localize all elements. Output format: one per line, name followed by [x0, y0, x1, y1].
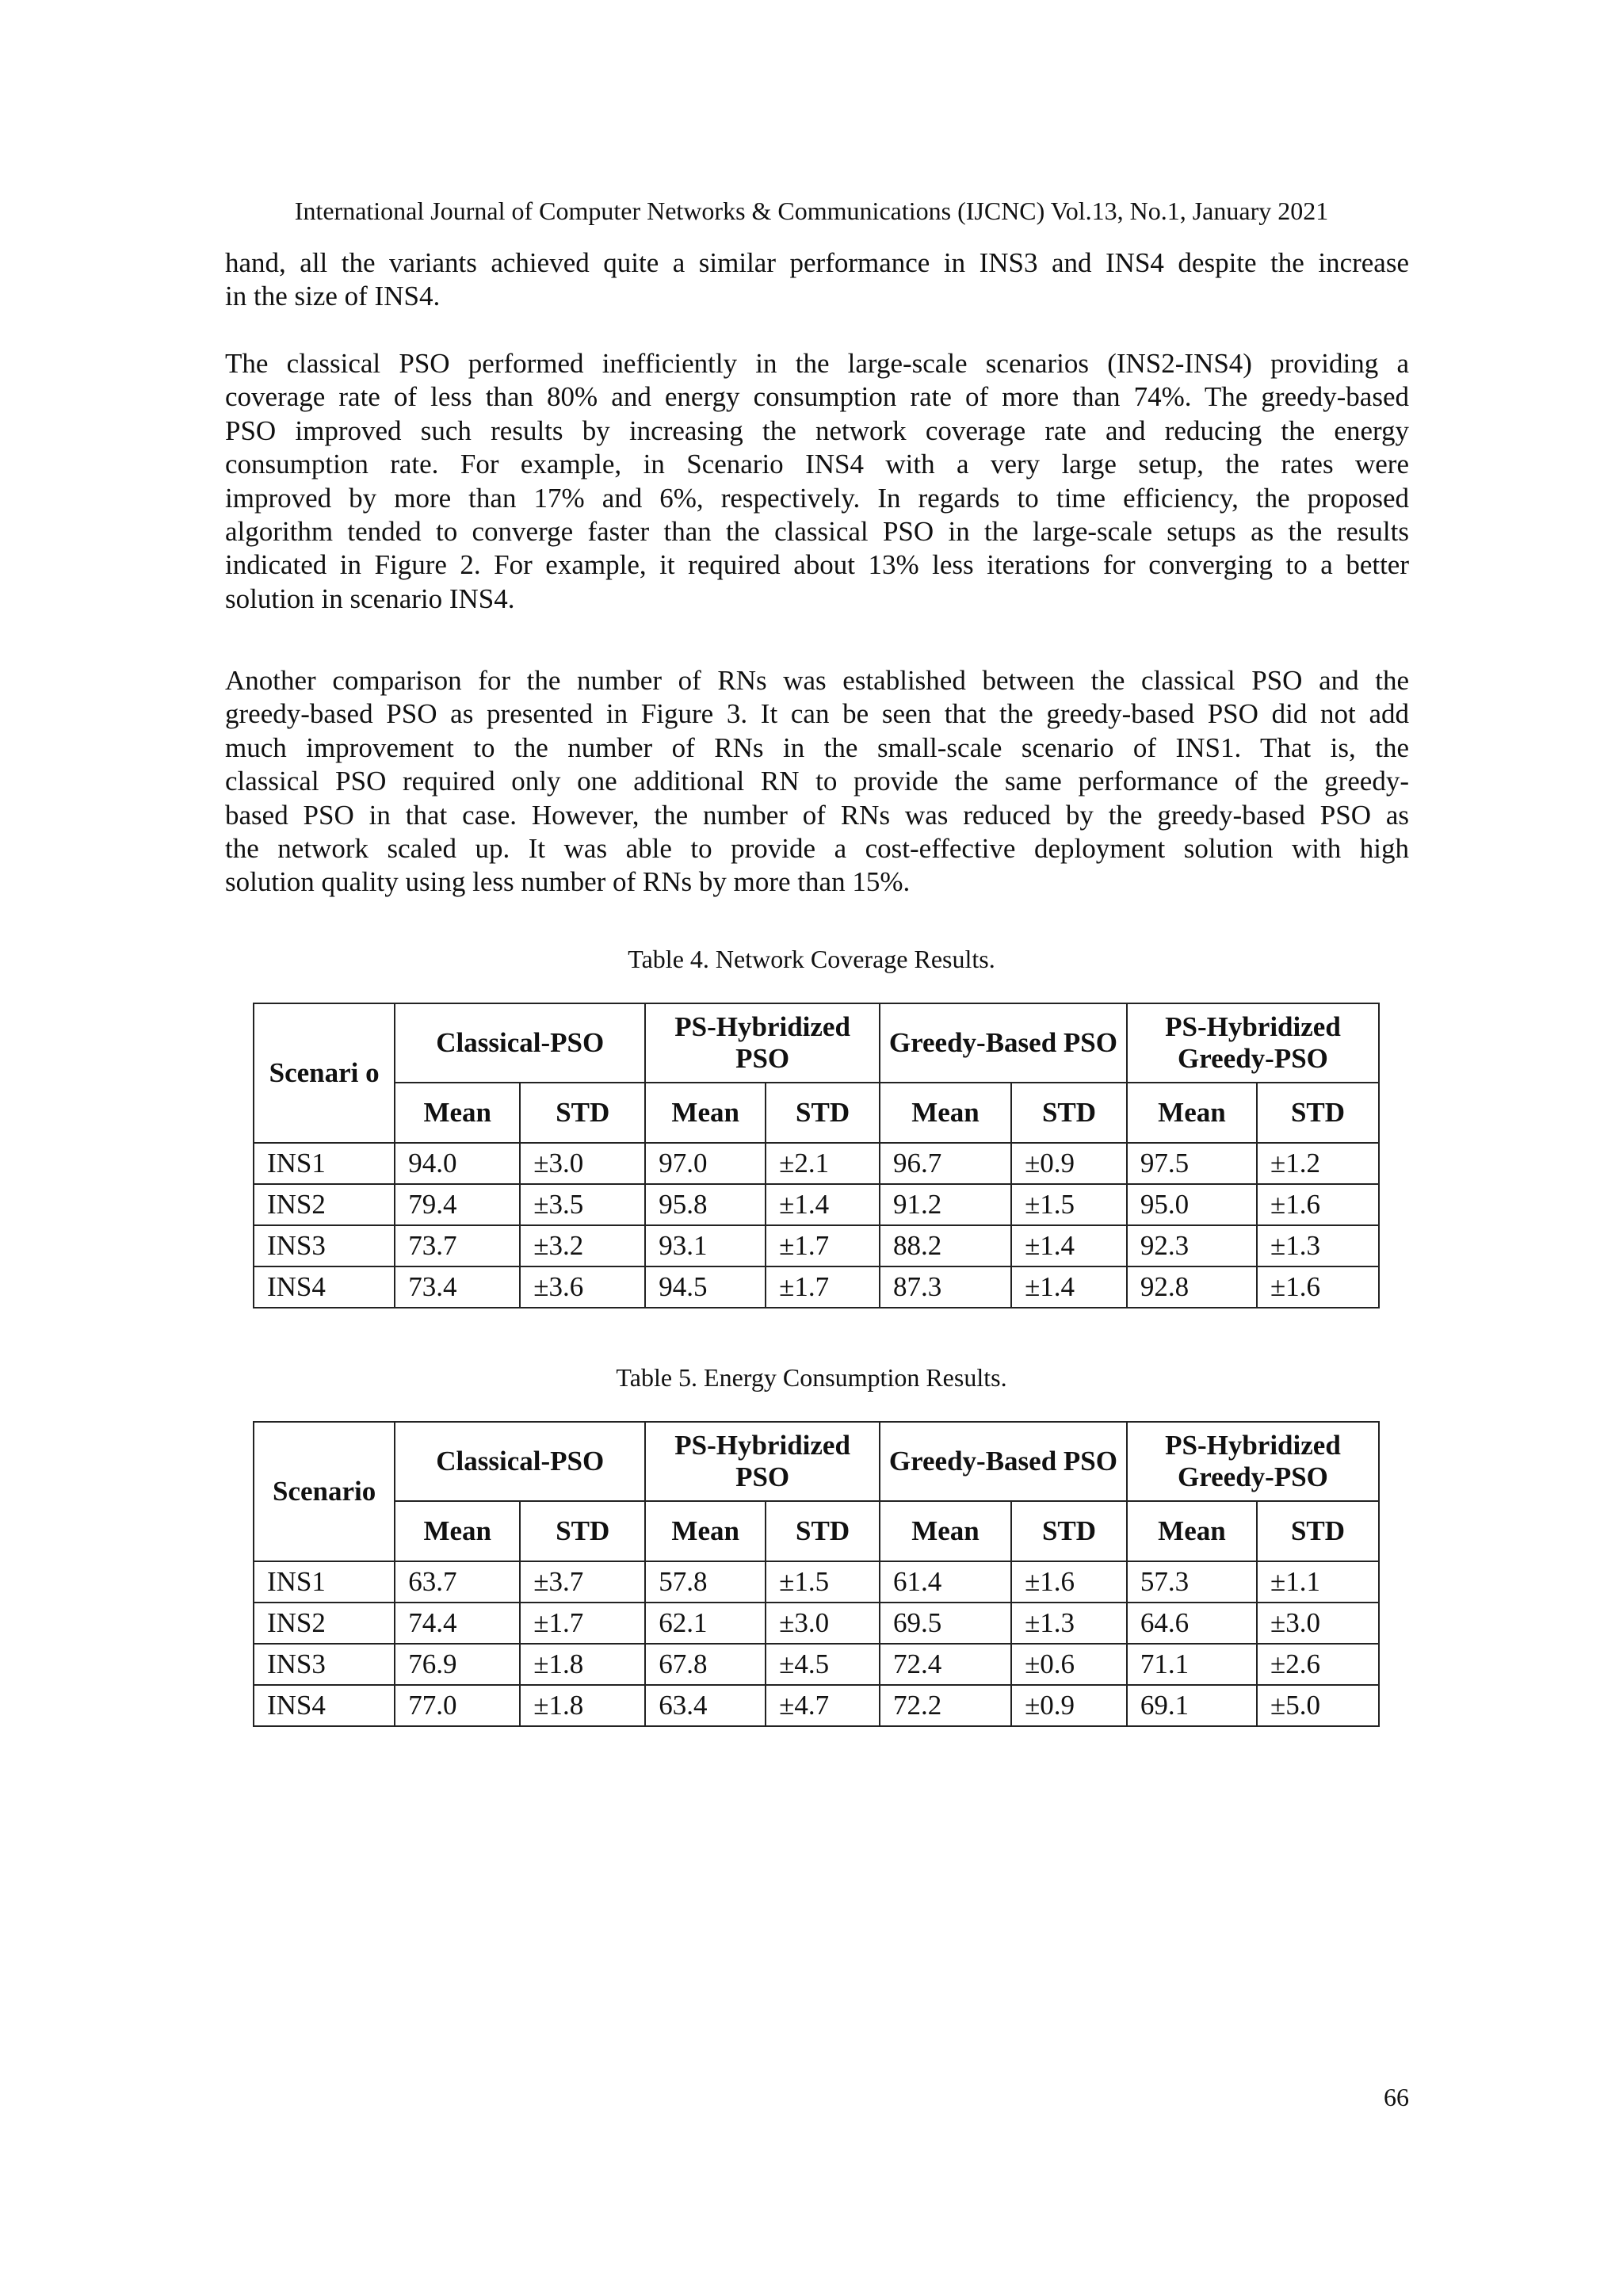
- paragraph-line: PSO improved such results by increasing the network coverage rate and reducing the energy: [225, 415, 1409, 446]
- table-cell: 63.7: [395, 1561, 520, 1603]
- table-cell: ±1.6: [1011, 1561, 1127, 1603]
- table-cell: 95.0: [1127, 1184, 1257, 1225]
- table-cell: 57.8: [645, 1561, 766, 1603]
- table-cell: 94.5: [645, 1266, 766, 1308]
- mean-header: Mean: [1127, 1083, 1257, 1143]
- paragraph-1: [225, 246, 1409, 314]
- table-cell: ±1.4: [1011, 1266, 1127, 1308]
- table-cell: ±3.0: [520, 1143, 645, 1184]
- table-cell: 61.4: [880, 1561, 1011, 1603]
- table-row: [254, 1603, 1379, 1644]
- table-cell: 76.9: [395, 1644, 520, 1685]
- table-cell: INS1: [254, 1561, 395, 1603]
- table-cell: ±2.1: [766, 1143, 880, 1184]
- page-number: 66: [1384, 2083, 1409, 2111]
- paragraph-line: solution in scenario INS4.: [225, 583, 515, 614]
- table-cell: ±3.0: [766, 1603, 880, 1644]
- table-cell: ±0.9: [1011, 1685, 1127, 1726]
- table-cell: ±3.6: [520, 1266, 645, 1308]
- table-cell: ±3.7: [520, 1561, 645, 1603]
- table-header-row: [254, 1422, 1379, 1501]
- std-header: STD: [520, 1501, 645, 1561]
- mean-header: Mean: [395, 1501, 520, 1561]
- table-cell: 72.2: [880, 1685, 1011, 1726]
- paragraph-line: Another comparison for the number of RNs was established between the classical PSO and the: [225, 665, 1409, 696]
- table-cell: 97.5: [1127, 1143, 1257, 1184]
- table-cell: ±0.6: [1011, 1644, 1127, 1685]
- std-header: STD: [766, 1083, 880, 1143]
- table-cell: 63.4: [645, 1685, 766, 1726]
- table-cell: ±2.6: [1257, 1644, 1379, 1685]
- table-cell: INS1: [254, 1143, 395, 1184]
- table-row: [254, 1184, 1379, 1225]
- table-cell: 64.6: [1127, 1603, 1257, 1644]
- mean-header: Mean: [1127, 1501, 1257, 1561]
- table-cell: ±3.2: [520, 1225, 645, 1266]
- mean-header: Mean: [645, 1083, 766, 1143]
- std-header: STD: [1257, 1501, 1379, 1561]
- table-row: [254, 1685, 1379, 1726]
- table-cell: ±3.0: [1257, 1603, 1379, 1644]
- table-cell: 92.3: [1127, 1225, 1257, 1266]
- paragraph-line: The classical PSO performed inefficiently in the large-scale scenarios (INS2-INS4) providing a: [225, 348, 1409, 379]
- table-cell: ±1.5: [1011, 1184, 1127, 1225]
- table-cell: INS2: [254, 1603, 395, 1644]
- paragraph-line: solution quality using less number of RNs by more than 15%.: [225, 866, 911, 898]
- table-cell: 62.1: [645, 1603, 766, 1644]
- table-5-caption: Table 5. Energy Consumption Results.: [616, 1363, 1007, 1392]
- table-network-coverage: [253, 1003, 1380, 1308]
- table-row: [254, 1561, 1379, 1603]
- table-row: [254, 1143, 1379, 1184]
- mean-header: Mean: [880, 1083, 1011, 1143]
- group-header: Greedy-Based PSO: [880, 1422, 1127, 1501]
- table-subheader-row: [254, 1501, 1379, 1561]
- table-row: [254, 1225, 1379, 1266]
- table-cell: ±1.7: [766, 1266, 880, 1308]
- table-cell: 69.1: [1127, 1685, 1257, 1726]
- table-4-caption: Table 4. Network Coverage Results.: [628, 945, 995, 973]
- group-header: PS-Hybridized Greedy-PSO: [1127, 1422, 1379, 1501]
- paragraph-line: based PSO in that case. However, the number of RNs was reduced by the greedy-based PSO as: [225, 799, 1409, 831]
- table-cell: 95.8: [645, 1184, 766, 1225]
- mean-header: Mean: [395, 1083, 520, 1143]
- mean-header: Mean: [880, 1501, 1011, 1561]
- paragraph-line: greedy-based PSO as presented in Figure 3. It can be seen that the greedy-based PSO did not add: [225, 698, 1409, 730]
- table-cell: ±1.5: [766, 1561, 880, 1603]
- table-cell: 67.8: [645, 1644, 766, 1685]
- table-cell: ±1.3: [1011, 1603, 1127, 1644]
- table-cell: INS4: [254, 1685, 395, 1726]
- std-header: STD: [1011, 1501, 1127, 1561]
- table-cell: 57.3: [1127, 1561, 1257, 1603]
- table-cell: ±1.8: [520, 1685, 645, 1726]
- paragraph-line: consumption rate. For example, in Scenario INS4 with a very large setup, the rates were: [225, 449, 1409, 480]
- journal-header: International Journal of Computer Networks & Communications (IJCNC) Vol.13, No.1, January 2021: [294, 197, 1329, 225]
- table-row: [254, 1644, 1379, 1685]
- paragraph-line: in the size of INS4.: [225, 281, 441, 312]
- table-cell: 88.2: [880, 1225, 1011, 1266]
- paragraph-line: hand, all the variants achieved quite a similar performance in INS3 and INS4 despite the increase: [225, 247, 1409, 278]
- table-cell: INS3: [254, 1225, 395, 1266]
- table-row: [254, 1266, 1379, 1308]
- paragraph-line: much improvement to the number of RNs in the small-scale scenario of INS1. That is, the: [225, 732, 1409, 763]
- std-header: STD: [1257, 1083, 1379, 1143]
- table-cell: 91.2: [880, 1184, 1011, 1225]
- table-cell: 73.4: [395, 1266, 520, 1308]
- table-cell: 74.4: [395, 1603, 520, 1644]
- std-header: STD: [766, 1501, 880, 1561]
- table-cell: ±1.2: [1257, 1143, 1379, 1184]
- table-subheader-row: [254, 1083, 1379, 1143]
- std-header: STD: [1011, 1083, 1127, 1143]
- table-cell: 94.0: [395, 1143, 520, 1184]
- table-cell: ±3.5: [520, 1184, 645, 1225]
- paragraph-line: coverage rate of less than 80% and energy consumption rate of more than 74%. The greedy-based: [225, 381, 1409, 413]
- table-cell: 93.1: [645, 1225, 766, 1266]
- table-cell: 87.3: [880, 1266, 1011, 1308]
- table-cell: ±1.4: [766, 1184, 880, 1225]
- table-cell: ±1.7: [520, 1603, 645, 1644]
- table-cell: ±1.6: [1257, 1184, 1379, 1225]
- table-cell: 79.4: [395, 1184, 520, 1225]
- table-cell: 96.7: [880, 1143, 1011, 1184]
- table-cell: ±4.7: [766, 1685, 880, 1726]
- group-header: Greedy-Based PSO: [880, 1003, 1127, 1083]
- table-cell: 92.8: [1127, 1266, 1257, 1308]
- scenario-header: Scenario: [254, 1422, 395, 1561]
- scenario-header: Scenari o: [254, 1003, 395, 1143]
- table-cell: 69.5: [880, 1603, 1011, 1644]
- group-header: Classical-PSO: [395, 1003, 645, 1083]
- paragraph-2: [225, 347, 1409, 616]
- paragraph-line: classical PSO required only one additional RN to provide the same performance of the greedy-: [225, 766, 1409, 797]
- table-cell: INS4: [254, 1266, 395, 1308]
- table-cell: 77.0: [395, 1685, 520, 1726]
- table-cell: ±5.0: [1257, 1685, 1379, 1726]
- table-cell: ±1.4: [1011, 1225, 1127, 1266]
- table-cell: ±1.3: [1257, 1225, 1379, 1266]
- paragraph-3: [225, 664, 1409, 900]
- table-cell: 73.7: [395, 1225, 520, 1266]
- table-cell: ±4.5: [766, 1644, 880, 1685]
- table-cell: INS3: [254, 1644, 395, 1685]
- table-cell: ±1.1: [1257, 1561, 1379, 1603]
- group-header: Classical-PSO: [395, 1422, 645, 1501]
- table-cell: ±0.9: [1011, 1143, 1127, 1184]
- table-cell: 72.4: [880, 1644, 1011, 1685]
- group-header: PS-Hybridized PSO: [645, 1422, 880, 1501]
- group-header: PS-Hybridized PSO: [645, 1003, 880, 1083]
- paragraph-line: the network scaled up. It was able to provide a cost-effective deployment solution with high: [225, 833, 1409, 865]
- paragraph-line: indicated in Figure 2. For example, it required about 13% less iterations for converging to a better: [225, 549, 1409, 581]
- table-cell: ±1.7: [766, 1225, 880, 1266]
- group-header: PS-Hybridized Greedy-PSO: [1127, 1003, 1379, 1083]
- table-header-row: [254, 1003, 1379, 1083]
- table-energy-consumption: [253, 1421, 1380, 1727]
- table-cell: INS2: [254, 1184, 395, 1225]
- paragraph-line: algorithm tended to converge faster than the classical PSO in the large-scale setups as the results: [225, 516, 1409, 548]
- table-cell: 71.1: [1127, 1644, 1257, 1685]
- paragraph-line: improved by more than 17% and 6%, respectively. In regards to time efficiency, the proposed: [225, 482, 1409, 514]
- std-header: STD: [520, 1083, 645, 1143]
- mean-header: Mean: [645, 1501, 766, 1561]
- table-cell: ±1.8: [520, 1644, 645, 1685]
- table-cell: ±1.6: [1257, 1266, 1379, 1308]
- table-cell: 97.0: [645, 1143, 766, 1184]
